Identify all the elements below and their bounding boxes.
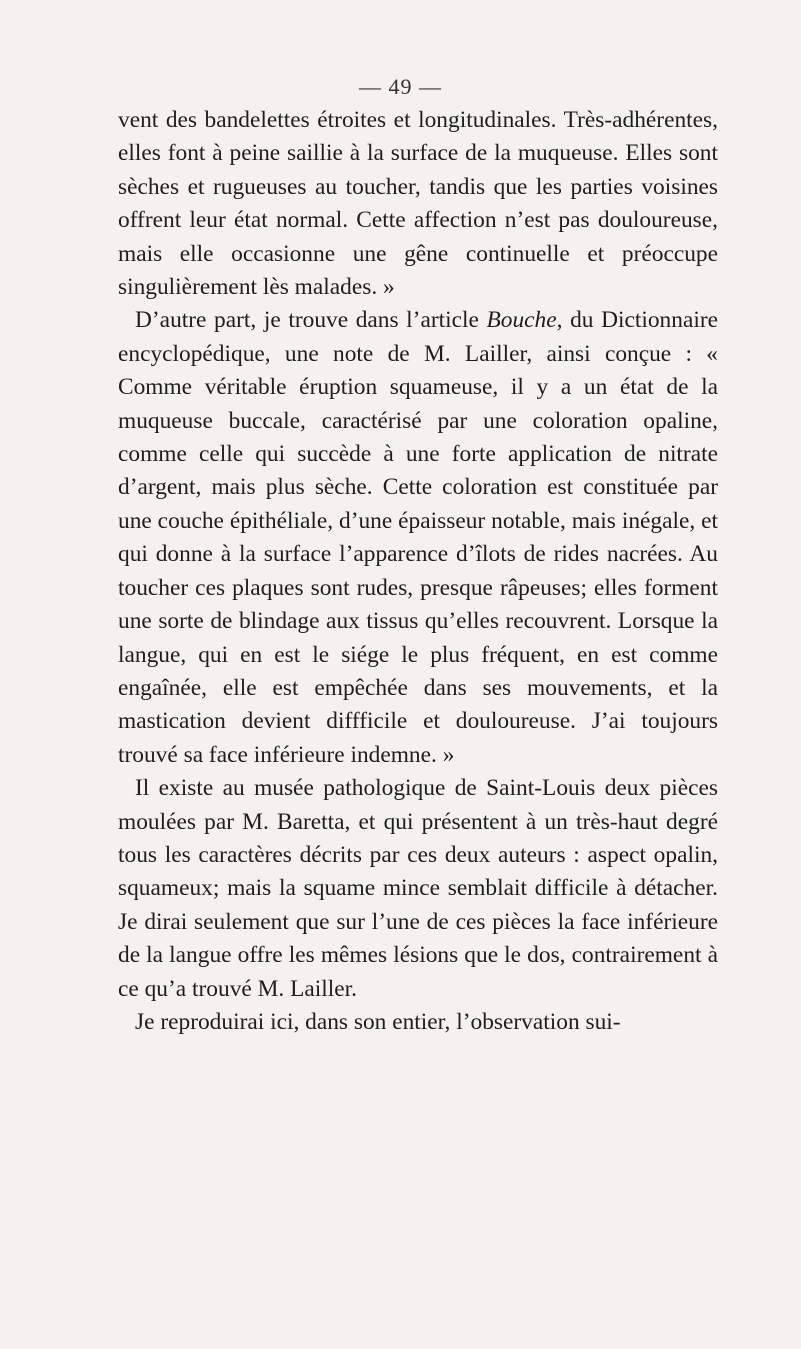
body-text (118, 104, 718, 1039)
paragraph-2-rest: , du Dictionnaire encyclopédique, une note de M. Lailler, ainsi conçue : « Comme véritable éruption squameuse, il y a un état de la muqueuse buccale, caractérisé par une coloration opaline, comme celle qui succède à une forte application de nitrate d’argent, mais plus sèche. Cette coloration est constituée par une couche épithéliale, d’une épaisseur notable, mais inégale, et qui donne à la surface l’apparence d’îlots de rides nacrées. Au toucher ces plaques sont rudes, presque râpeuses; elles forment une sorte de blindage aux tissus qu’elles recouvrent. Lorsque la langue, qui en est le siége le plus fréquent, en est comme engaînée, elle est empêchée dans ses mouvements, et la mastication devient diffficile et douloureuse. J’ai toujours trouvé sa face inférieure indemne. » (118, 307, 718, 768)
paragraph-2-start: D’autre part, je trouve dans l’article (135, 307, 487, 334)
page-number: — 49 — (359, 74, 442, 99)
paragraph-2 (118, 304, 718, 772)
italic-term-bouche: Bouche (486, 307, 557, 334)
paragraph-3: Il existe au musée pathologique de Saint-Louis deux pièces moulées par M. Baretta, et qui présentent à un très-haut degré tous les caractères décrits par ces deux auteurs : aspect opalin, squameux; mais la squame mince semblait difficile à détacher. Je dirai seulement que sur l’une de ces pièces la face inférieure de la langue offre les mêmes lésions que le dos, contrairement à ce qu’a trouvé M. Lailler. (118, 775, 718, 1002)
paragraph-4: Je reproduirai ici, dans son entier, l’observation sui- (135, 1008, 621, 1035)
paragraph-1: vent des bandelettes étroites et longitudinales. Très-adhérentes, elles font à peine saillie à la surface de la muqueuse. Elles sont sèches et rugueuses au toucher, tandis que les parties voisines offrent leur état normal. Cette affection n’est pas douloureuse, mais elle occasionne une gêne continuelle et préoccupe singulièrement lès malades. » (118, 107, 718, 301)
